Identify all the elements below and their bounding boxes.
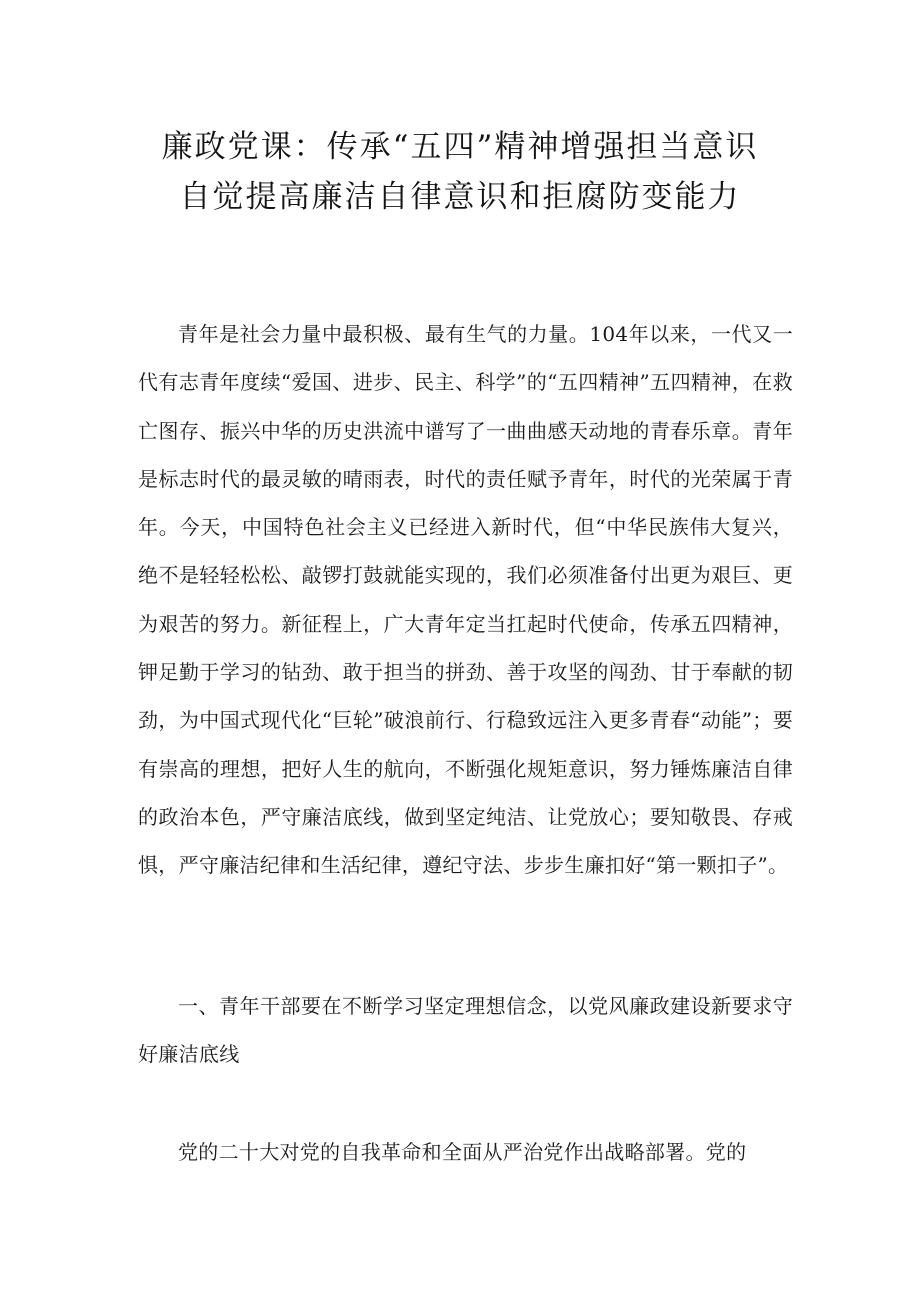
intro-paragraph: 青年是社会力量中最积极、最有生气的力量。104年以来，一代又一代有志青年度续“爱国、进步、民主、科学”的“五四精神”五四精神，在救亡图存、振兴中华的历史洪流中谱写了一曲曲感天动地的青春乐章。青年是标志时代的最灵敏的晴雨表，时代的责任赋予青年，时代的光荣属于青年。今天，中国特色社会主义已经进入新时代，但“中华民族伟大复兴，绝不是轻轻松松、敲锣打鼓就能实现的，我们必须准备付出更为艰巨、更为艰苦的努力。新征程上，广大青年定当扛起时代使命，传承五四精神，钾足勤于学习的钻劲、敢于担当的拼劲、善于攻坚的闯劲、甘于奉献的韧劲，为中国式现代化“巨轮”破浪前行、行稳致远注入更多青春“动能”；要有崇高的理想，把好人生的航向，不断强化规矩意识，努力锤炼廉洁自律的政治本色，严守廉洁底线，做到坚定纯洁、让党放心；要知敬畏、存戒惧，严守廉洁纪律和生活纪律，遵纪守法、步步生廉扣好“第一颗扣子”。 xyxy=(138,322,793,878)
body-paragraph: 党的二十大对党的自我革命和全面从严治党作出战略部署。党的 xyxy=(178,1140,747,1164)
document-title xyxy=(0,122,920,222)
title-line-1: 廉政党课：传承“五四”精神增强担当意识 xyxy=(161,129,759,165)
title-line-2: 自觉提高廉洁自律意识和拒腐防变能力 xyxy=(179,179,741,215)
section-heading-1: 一、青年干部要在不断学习坚定理想信念，以党风廉政建设新要求守好廉洁底线 xyxy=(138,994,793,1067)
